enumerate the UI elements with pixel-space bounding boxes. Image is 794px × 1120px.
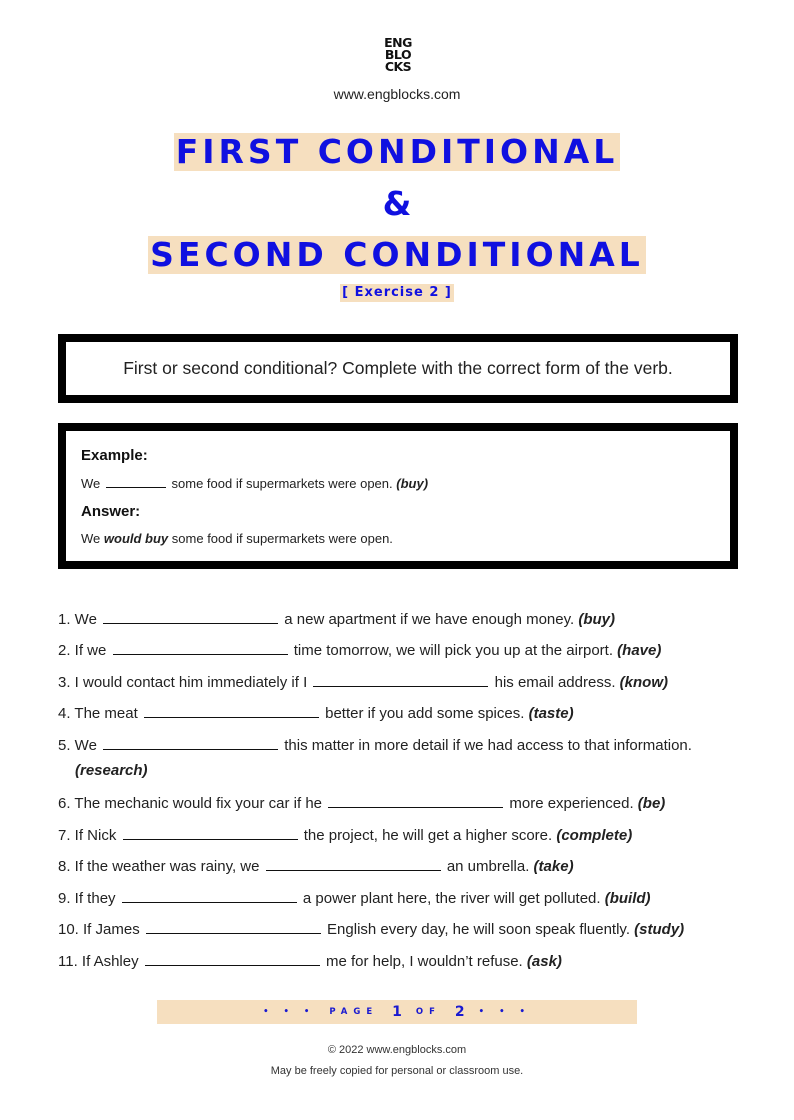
exercise-label: [ Exercise 2 ] (342, 285, 452, 300)
question-before: 2. If we (58, 642, 107, 659)
logo-line: ENG (384, 35, 412, 50)
example-box (58, 423, 738, 569)
question-before: 5. We (58, 737, 97, 754)
question-after: time tomorrow, we will pick you up at the airport. (293, 642, 613, 659)
question-6 (58, 793, 665, 812)
question-after: English every day, he will soon speak fluently. (327, 921, 630, 938)
answer-blank[interactable] (146, 919, 321, 934)
answer-start: We (81, 531, 101, 546)
question-2 (58, 640, 661, 659)
question-verb: (complete) (556, 827, 633, 844)
logo-line: CKS (384, 59, 412, 74)
dots-right: • • • (478, 1007, 531, 1017)
question-verb: (know) (619, 674, 668, 691)
example-verb: (buy) (396, 476, 429, 491)
question-after: better if you add some spices. (325, 705, 525, 722)
question-5-verb-line (75, 762, 148, 779)
title-ampersand (0, 185, 794, 223)
answer-blank[interactable] (144, 703, 319, 718)
example-sentence (81, 475, 428, 491)
question-after: his email address. (494, 674, 616, 691)
question-before: 11. If Ashley (58, 953, 139, 970)
logo-line: BLO (384, 47, 412, 62)
answer-blank[interactable] (103, 609, 278, 624)
answer-blank[interactable] (313, 672, 488, 687)
current-page: 1 (392, 1004, 402, 1020)
question-verb: (have) (617, 642, 662, 659)
question-before: 10. If James (58, 921, 140, 938)
question-7 (58, 825, 632, 844)
question-5 (58, 735, 692, 754)
footer-note: May be freely copied for personal or classroom use. (270, 1065, 524, 1077)
question-before: 7. If Nick (58, 827, 117, 844)
question-1 (58, 609, 615, 628)
title-line-1 (0, 133, 794, 171)
page-word: PAGE (329, 1007, 379, 1017)
question-after: a power plant here, the river will get polluted. (302, 890, 601, 907)
answer-bold: would buy (103, 531, 169, 546)
question-10 (58, 919, 684, 938)
answer-sentence (81, 531, 393, 546)
of-word: OF (415, 1007, 441, 1017)
question-verb: (taste) (528, 705, 574, 722)
question-before: 6. The mechanic would fix your car if he (58, 795, 323, 812)
answer-end: some food if supermarkets were open. (171, 531, 393, 546)
answer-blank[interactable] (103, 735, 278, 750)
question-4 (58, 703, 574, 722)
instructions-text: First or second conditional? Complete with the correct form of the verb. (123, 358, 673, 378)
site-url[interactable]: www.engblocks.com (333, 86, 461, 102)
answer-blank[interactable] (122, 888, 297, 903)
question-before: 4. The meat (58, 705, 138, 722)
question-after: the project, he will get a higher score. (303, 827, 553, 844)
footer-copyright: © 2022 www.engblocks.com (327, 1044, 467, 1056)
question-9 (58, 888, 651, 907)
question-verb: (research) (75, 762, 148, 779)
answer-blank[interactable] (266, 856, 441, 871)
question-after: this matter in more detail if we had access to that information. (284, 737, 692, 754)
question-verb: (buy) (578, 611, 615, 628)
exercise-label-wrap (0, 283, 794, 302)
question-after: a new apartment if we have enough money. (284, 611, 575, 628)
answer-blank[interactable] (123, 825, 298, 840)
example-blank (106, 475, 166, 488)
example-start: We (81, 476, 101, 491)
answer-blank[interactable] (113, 640, 288, 655)
ampersand: & (382, 184, 412, 223)
question-before: 3. I would contact him immediately if I (58, 674, 308, 691)
title-second-conditional: SECOND CONDITIONAL (150, 235, 644, 274)
question-after: an umbrella. (446, 858, 530, 875)
dots-left: • • • (263, 1007, 316, 1017)
answer-blank[interactable] (145, 951, 320, 966)
title-first-conditional: FIRST CONDITIONAL (175, 132, 619, 171)
question-verb: (ask) (526, 953, 562, 970)
answer-blank[interactable] (328, 793, 503, 808)
engblocks-logo (381, 37, 415, 73)
answer-label: Answer: (81, 503, 141, 520)
example-end: some food if supermarkets were open. (171, 476, 393, 491)
question-after: more experienced. (509, 795, 634, 812)
title-line-2 (0, 236, 794, 274)
question-verb: (take) (533, 858, 574, 875)
question-verb: (study) (634, 921, 685, 938)
question-verb: (be) (637, 795, 666, 812)
instructions-box (58, 334, 738, 403)
question-3 (58, 672, 668, 691)
question-8 (58, 856, 574, 875)
question-before: 9. If they (58, 890, 116, 907)
pagination-bar (157, 1000, 637, 1024)
question-before: 1. We (58, 611, 97, 628)
total-pages: 2 (454, 1004, 465, 1020)
question-before: 8. If the weather was rainy, we (58, 858, 260, 875)
question-after: me for help, I wouldn’t refuse. (325, 953, 523, 970)
example-label: Example: (81, 447, 148, 464)
question-11 (58, 951, 562, 970)
question-verb: (build) (604, 890, 651, 907)
